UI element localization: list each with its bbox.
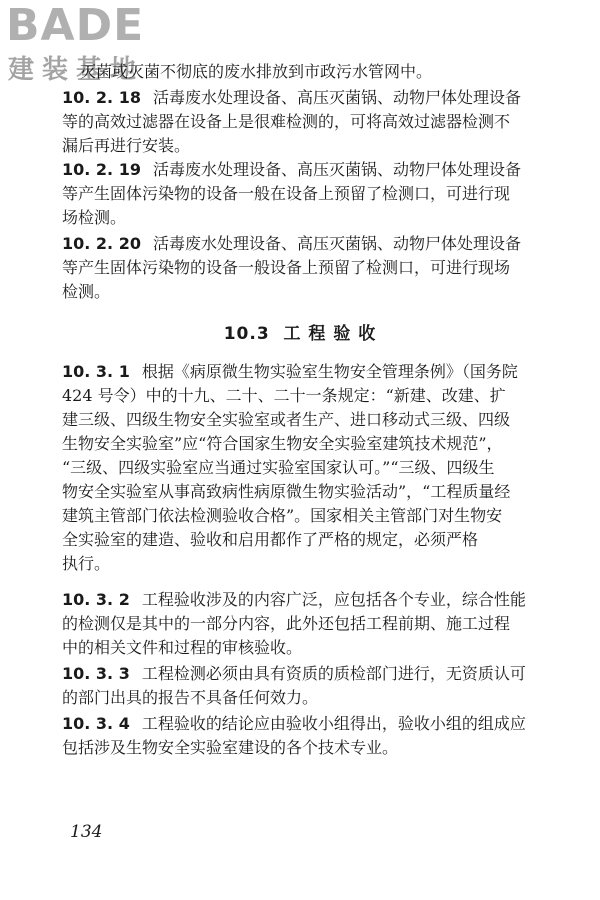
clause-number: 10. 3. 1: [62, 362, 130, 381]
clause-10-3-2-line-3: 中的相关文件和过程的审核验收。: [62, 638, 303, 657]
clause-10-3-1-line-6: 物安全实验室从事高致病性病原微生物实验活动”，“工程质量经: [62, 482, 511, 501]
section-title: 工 程 验 收: [283, 324, 377, 344]
clause-10-2-20-line-2: 等产生固体污染物的设备一般设备上预留了检测口，可进行现场: [62, 258, 511, 277]
clause-number: 10. 2. 19: [62, 160, 141, 179]
clause-10-3-1-line-8: 全实验室的建造、验收和启用都作了严格的规定，必须严格: [62, 530, 479, 549]
intro-line: 灭菌或灭菌不彻底的废水排放到市政污水管网中。: [80, 62, 433, 81]
watermark-subtitle: 建装基地: [8, 55, 145, 85]
clause-10-3-2-line-2: 的检测仅是其中的一部分内容，此外还包括工程前期、施工过程: [62, 614, 511, 633]
clause-10-2-18-line-1: 10. 2. 18 活毒废水处理设备、高压灭菌锅、动物尸体处理设备: [62, 88, 521, 107]
clause-10-3-4-line-2: 包括涉及生物安全实验室建设的各个技术专业。: [62, 738, 399, 757]
clause-number: 10. 3. 3: [62, 664, 130, 683]
clause-10-3-3-line-2: 的部门出具的报告不具备任何效力。: [62, 688, 319, 707]
clause-10-3-1-line-9: 执行。: [62, 554, 111, 573]
clause-10-2-20-line-3: 检测。: [62, 282, 111, 301]
clause-10-2-18-line-3: 漏后再进行安装。: [62, 136, 191, 155]
clause-10-2-19-line-1: 10. 2. 19 活毒废水处理设备、高压灭菌锅、动物尸体处理设备: [62, 160, 521, 179]
clause-10-3-1-line-3: 建三级、四级生物安全实验室或者生产、进口移动式三级、四级: [62, 410, 511, 429]
clause-10-3-2-line-1: 10. 3. 2 工程验收涉及的内容广泛，应包括各个专业，综合性能: [62, 590, 526, 609]
clause-10-2-20-line-1: 10. 2. 20 活毒废水处理设备、高压灭菌锅、动物尸体处理设备: [62, 234, 521, 253]
clause-10-2-18-line-2: 等的高效过滤器在设备上是很难检测的，可将高效过滤器检测不: [62, 112, 511, 131]
clause-number: 10. 2. 20: [62, 234, 141, 253]
clause-10-3-1-line-1: 10. 3. 1 根据《病原微生物实验室生物安全管理条例》（国务院: [62, 362, 518, 381]
clause-10-2-19-line-3: 场检测。: [62, 208, 127, 227]
clause-10-3-4-line-1: 10. 3. 4 工程验收的结论应由验收小组得出，验收小组的组成应: [62, 714, 526, 733]
clause-10-3-1-line-5: “三级、四级实验室应当通过实验室国家认可。”“三级、四级生: [62, 458, 495, 477]
clause-10-3-1-line-2: 424 号令）中的十九、二十、二十一条规定：“新建、改建、扩: [62, 386, 506, 405]
clause-10-3-1-line-7: 建筑主管部门依法检测验收合格”。国家相关主管部门对生物安: [62, 506, 503, 525]
page-number: 134: [70, 822, 103, 842]
watermark-logo: BADE: [6, 0, 145, 51]
clause-10-3-1-line-4: 生物安全实验室”应“符合国家生物安全实验室建筑技术规范”，: [62, 434, 503, 453]
section-heading: [0, 322, 600, 346]
section-number: 10.3: [223, 324, 270, 344]
clause-number: 10. 2. 18: [62, 88, 141, 107]
clause-number: 10. 3. 4: [62, 714, 130, 733]
clause-number: 10. 3. 2: [62, 590, 130, 609]
clause-10-3-3-line-1: 10. 3. 3 工程检测必须由具有资质的质检部门进行，无资质认可: [62, 664, 526, 683]
clause-10-2-19-line-2: 等产生固体污染物的设备一般在设备上预留了检测口，可进行现: [62, 184, 511, 203]
